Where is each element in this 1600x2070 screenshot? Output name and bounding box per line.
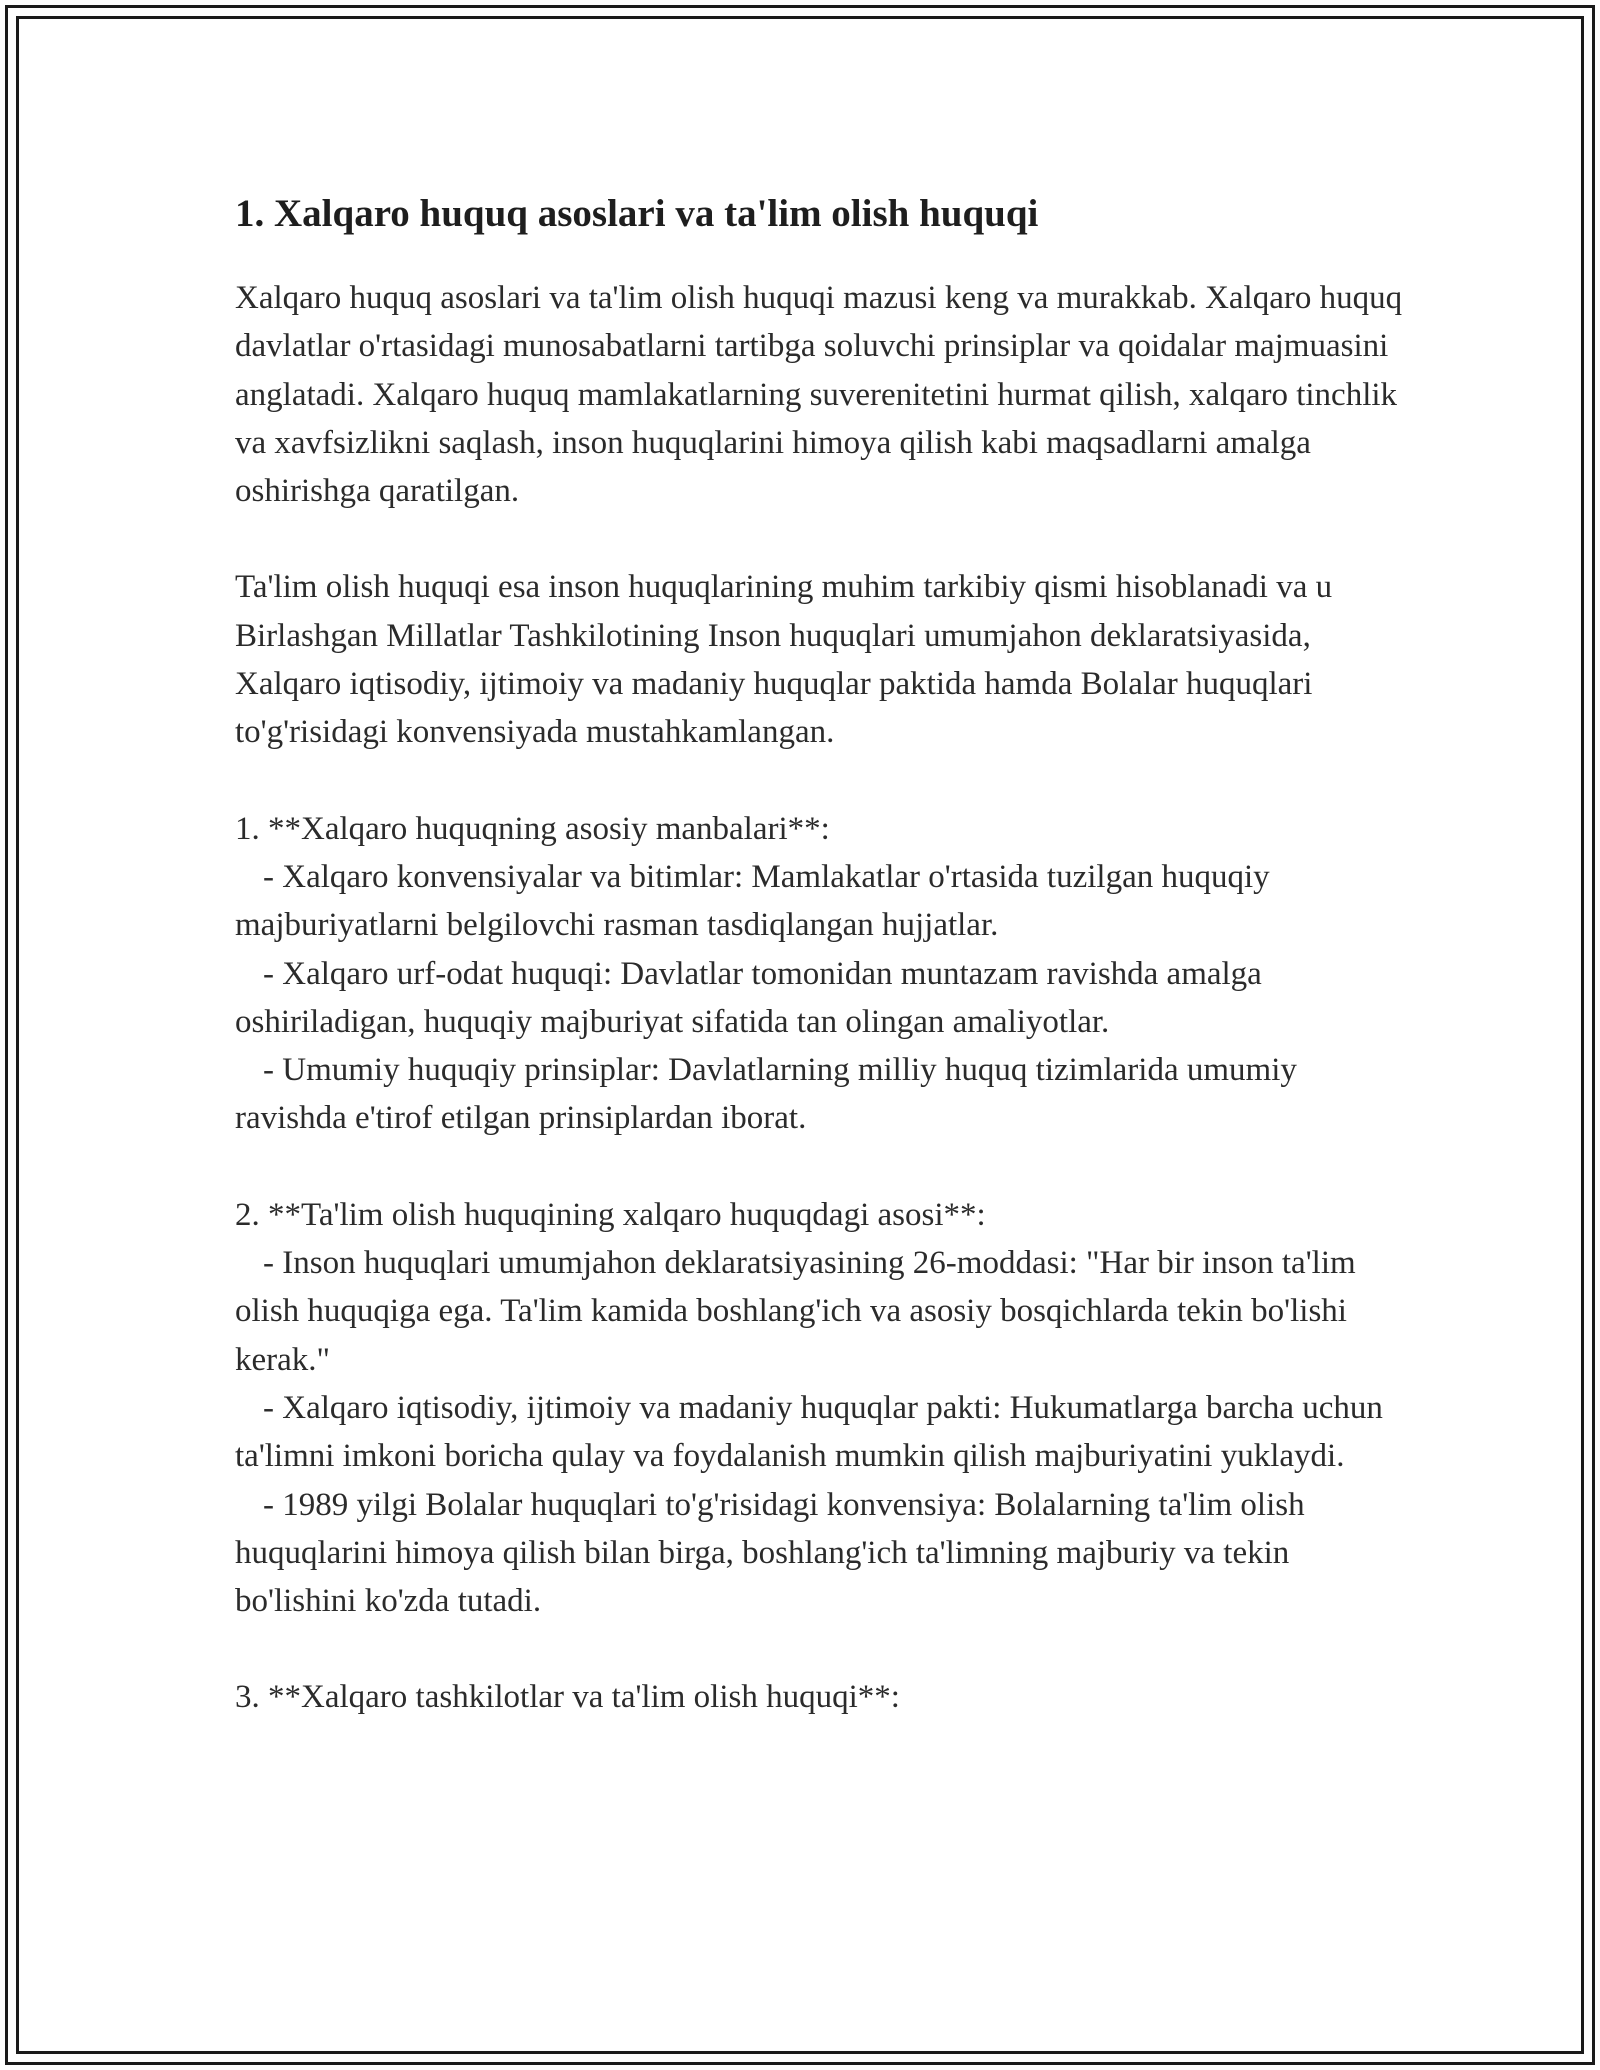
intro-paragraph-2: Ta'lim olish huquqi esa inson huquqlarining muhim tarkibiy qismi hisoblanadi va u Birlashgan Millatlar Tashkilotining Inson huquqlari umumjahon deklaratsiyasida, Xalqaro iqtisodiy, ijtimoiy va madaniy huquqlar paktida hamda Bolalar huquqlari to'g'risidagi konvensiyada mustahkamlangan. (235, 569, 1333, 751)
list-item: - 1989 yilgi Bolalar huquqlari to'g'risidagi konvensiya: Bolalarning ta'lim olish huquqlarini himoya qilish bilan birga, boshlang'ich ta'limning majburiy va tekin bo'lishini ko'zda tutadi. (235, 1486, 1305, 1620)
list-item: - Inson huquqlari umumjahon deklaratsiyasining 26-moddasi: "Har bir inson ta'lim olish huquqiga ega. Ta'lim kamida boshlang'ich va asosiy bosqichlarda tekin bo'lishi kerak." (235, 1245, 1356, 1378)
intro-paragraph-1: Xalqaro huquq asoslari va ta'lim olish huquqi mazusi keng va murakkab. Xalqaro huquq davlatlar o'rtasidagi munosabatlarni tartibga soluvchi prinsiplar va qoidalar majmuasini anglatadi. Xalqaro huquq mamlakatlarning suverenitetini hurmat qilish, xalqaro tinchlik va xavfsizlikni saqlash, inson huquqlarini himoya qilish kabi maqsadlarni amalga oshirishga qaratilgan. (235, 280, 1403, 510)
section-heading: 1. **Xalqaro huquqning asosiy manbalari**: (235, 810, 830, 847)
list-item: - Xalqaro urf-odat huquqi: Davlatlar tomonidan muntazam ravishda amalga oshiriladigan, huquqiy majburiyat sifatida tan olingan amaliyotlar. (235, 955, 1262, 1040)
section-sources (235, 805, 1415, 1143)
section-heading: 2. **Ta'lim olish huquqining xalqaro huquqdagi asosi**: (235, 1196, 986, 1233)
section-organizations (235, 1673, 1415, 1721)
list-item: - Xalqaro konvensiyalar va bitimlar: Mamlakatlar o'rtasida tuzilgan huquqiy majburiyatlarni belgilovchi rasman tasdiqlangan hujjatlar. (235, 858, 1270, 944)
section-education-basis (235, 1191, 1415, 1626)
list-item: - Xalqaro iqtisodiy, ijtimoiy va madaniy huquqlar pakti: Hukumatlarga barcha uchun ta'limni imkoni boricha qulay va foydalanish mumkin qilish majburiyatini yuklaydi. (235, 1389, 1383, 1475)
list-item: - Umumiy huquqiy prinsiplar: Davlatlarning milliy huquq tizimlarida umumiy ravishda e'tirof etilgan prinsiplardan iborat. (235, 1052, 1297, 1137)
document-body (235, 190, 1415, 1770)
document-title: 1. Xalqaro huquq asoslari va ta'lim olish huquqi (235, 192, 1039, 235)
section-heading: 3. **Xalqaro tashkilotlar va ta'lim olish huquqi**: (235, 1679, 900, 1716)
